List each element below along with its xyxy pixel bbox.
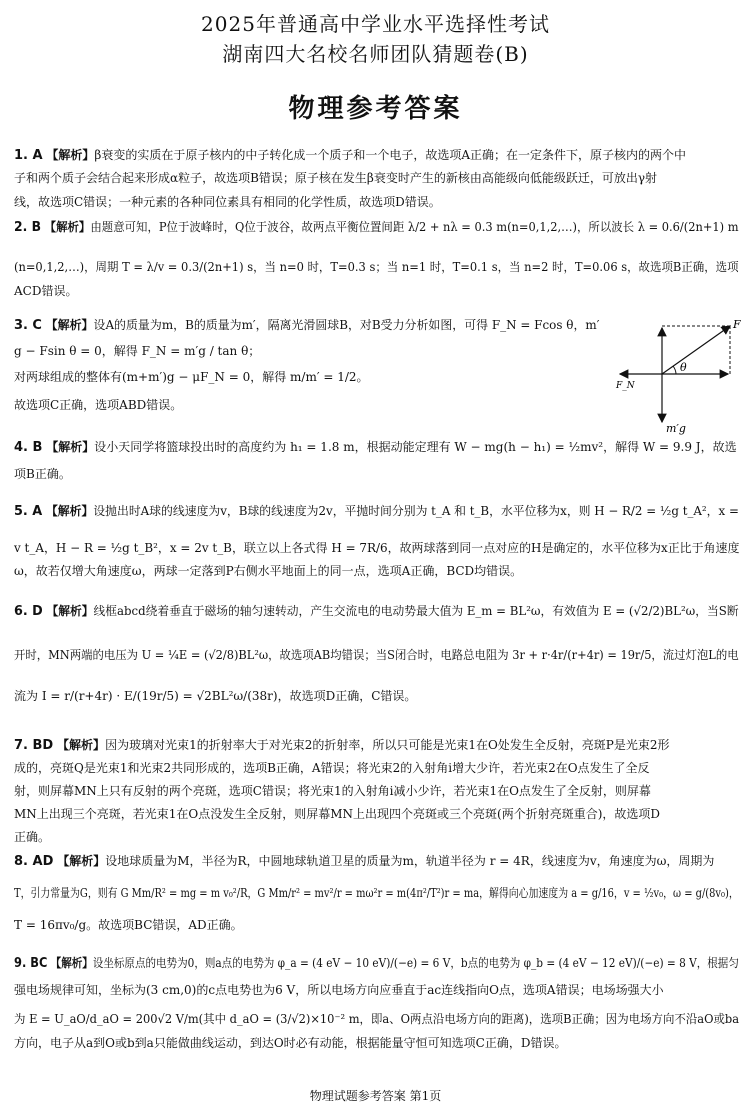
theta-arc [673,366,676,374]
answer-text: 设小天同学将篮球投出时的高度约为 h₁ = 1.8 m，根据动能定理有 W − mg(h − h₁) = ½mv²，解得 W = 9.9 J，故选 [94,440,737,454]
answer-line [14,956,739,971]
answer-line [14,1012,739,1026]
question-number: 8. AD [14,854,54,869]
answer-text: 故选项C正确，选项ABD错误。 [14,398,183,412]
answer-text: β衰变的实质在于原子核内的中子转化成一个质子和一个电子，故选项A正确；在一定条件下，原子核内的两个中 [94,148,687,162]
force-F-arrow [662,326,730,374]
label-theta: θ [680,361,687,374]
answer-line [14,344,260,358]
answer-text: 设抛出时A球的线速度为v，B球的线速度为2v，平抛时间分别为 t_A 和 t_B，水平位移为x，则 H − R/2 = ½g t_A²，x = [93,504,739,518]
answer-text: 强电场规律可知，坐标为(3 cm,0)的c点电势也为6 V，所以电场方向应垂直于ac连线指向O点，选项A错误；电场场强大小 [14,983,664,997]
analysis-tag: 【解析】 [46,440,95,454]
analysis-tag: 【解析】 [46,604,94,618]
answer-item [14,854,738,936]
answer-text: 正确。 [14,830,51,844]
answer-line [14,220,739,235]
answer-text: T = 16πv₀/g。故选项BC错误，AD正确。 [14,918,243,932]
exam-title: 2025年普通高中学业水平选择性考试 [201,12,550,36]
answer-line [14,854,714,869]
label-F: F [733,318,741,331]
label-FN: F_N [616,381,635,391]
answer-text: 线框abcd绕着垂直于磁场的轴匀速转动，产生交流电的电动势最大值为 E_m = BL²ω，有效值为 E = (√2/2)BL²ω，当S断 [93,604,739,618]
answer-line [14,195,441,209]
answer-item [14,738,738,848]
answer-line [14,260,739,274]
analysis-tag: 【解析】 [44,220,91,234]
answer-text: 由题意可知，P位于波峰时，Q位于波谷，故两点平衡位置间距 λ/2 + nλ = 0.3 m(n=0,1,2,…)，所以波长 λ = 0.6/(2n+1) m [90,220,739,234]
question-number: 3. C [14,318,42,333]
answer-item [14,220,738,302]
answer-line [14,689,416,703]
question-number: 9. BC [14,956,48,971]
answer-text: ω，故若仅增大角速度ω，两球一定落到P右侧水平地面上的同一点，选项A正确，BCD均错误。 [14,564,523,578]
answer-line [14,564,522,578]
answer-text: 为 E = U_aO/d_aO = 200√2 V/m(其中 d_aO = (3/√2)×10⁻² m，即a、O两点沿电场方向的距离)，选项B正确；因为电场方向不沿aO或ba [14,1012,740,1026]
answer-item [14,604,738,707]
analysis-tag: 【解析】 [50,956,93,970]
answer-line [14,784,651,798]
answer-text: 流为 I = r/(r+4r) · E/(19r/5) = √2BL²ω/(38r)，故选项D正确，C错误。 [14,689,417,703]
answer-line [14,830,50,844]
question-number: 7. BD [14,738,54,753]
answer-text: 成的，亮斑Q是光束1和光束2共同形成的，选项B正确，A错误；将光束2的入射角i增大少许，若光束2在O点发生了全反 [14,761,650,775]
answer-line [14,148,686,163]
analysis-tag: 【解析】 [46,148,95,162]
analysis-tag: 【解析】 [57,738,106,752]
question-number: 5. A [14,504,43,519]
answer-line [14,807,660,821]
answer-line [14,918,243,932]
answer-line [14,440,737,455]
answer-item [14,504,738,582]
answer-text: 设坐标原点的电势为0，则a点的电势为 φ_a = (4 eV − 10 eV)/(−e) = 6 V，b点的电势为 φ_b = (4 eV − 12 eV)/(−e) = 8 V，根据匀 [92,956,739,970]
question-number: 2. B [14,220,42,235]
page-footer: 物理试题参考答案 第1页 [309,1089,442,1103]
answer-text: MN上出现三个亮斑，若光束1在O点没发生全反射，则屏幕MN上出现四个亮斑或三个亮斑(两个折射亮斑重合)，故选项D [14,807,661,821]
answer-text: 射，则屏幕MN上只有反射的两个亮斑，选项C错误；将光束1的入射角i减小少许，若光束1在O点发生了全反射，则屏幕 [14,784,651,798]
analysis-tag: 【解析】 [45,318,94,332]
answer-line [14,604,739,619]
answer-line [14,398,182,412]
question-number: 1. A [14,148,43,163]
answer-text: 对两球组成的整体有(m+m′)g − μF_N = 0，解得 m/m′ = 1/2。 [14,370,369,384]
answer-item [14,440,738,485]
answer-line [14,370,369,384]
force-diagram [612,318,742,436]
answer-line [14,738,670,753]
answer-text: 设地球质量为M，半径为R，中圆地球轨道卫星的质量为m，轨道半径为 r = 4R，线速度为v，角速度为ω，周期为 [105,854,715,868]
answer-line [14,171,657,185]
question-number: 6. D [14,604,43,619]
answer-text: ACD错误。 [14,284,78,298]
answer-text: 线，故选项C错误；一种元素的各种同位素具有相同的化学性质，故选项D错误。 [14,195,441,209]
answer-text: 设A的质量为m，B的质量为m′，隔离光滑圆球B，对B受力分析如图，可得 F_N = Fcos θ，m′ [93,318,600,332]
answer-text: 方向，电子从a到O或b到a只能做曲线运动，到达O时必有动能，根据能量守恒可知选项C正确，D错误。 [14,1036,567,1050]
answer-line [14,541,739,555]
answer-text: 开时，MN两端的电压为 U = ¼E = (√2/8)BL²ω，故选项AB均错误；当S闭合时，电路总电阻为 3r + r·4r/(r+4r) = 19r/5，流过灯泡L的电 [14,648,739,662]
page-title: 物理参考答案 [288,94,463,124]
answer-text: g − Fsin θ = 0，解得 F_N = m′g / tan θ； [14,344,261,358]
answer-line [14,1036,566,1050]
answer-line [14,886,739,900]
answer-text: 因为玻璃对光束1的折射率大于对光束2的折射率，所以只可能是光束1在O处发生全反射，亮斑P是光束2形 [105,738,670,752]
question-number: 4. B [14,440,43,455]
analysis-tag: 【解析】 [45,504,94,518]
answer-item [14,956,738,1054]
answer-line [14,648,739,662]
answer-line [14,318,599,333]
answer-line [14,761,650,775]
answer-line [14,504,739,519]
answer-line [14,284,77,298]
answer-text: 子和两个质子会结合起来形成α粒子，故选项B错误；原子核在发生β衰变时产生的新核由高能级向低能级跃迁，可放出γ射 [14,171,658,185]
answer-line [14,983,664,997]
answer-text: 项B正确。 [14,467,71,481]
answer-text: v t_A，H − R = ½g t_B²，x = 2v t_B，联立以上各式得 H = 7R/6，故两球落到同一点对应的H是确定的，水平位移为x正比于角速度 [14,541,740,555]
answer-text: T，引力常量为G，则有 G Mm/R² = mg = m v₀²/R，G Mm/r² = mv²/r = mω²r = m(4π²/T²)r = ma，解得向心加速度为 a = g/16，v = ½v₀，ω = g/(8v₀)， [14,886,739,900]
answer-line [14,467,71,481]
label-mg: m′g [666,422,686,435]
exam-subtitle: 湖南四大名校名师团队猜题卷(B) [222,42,529,66]
analysis-tag: 【解析】 [57,854,106,868]
answer-text: (n=0,1,2,…)，周期 T = λ/v = 0.3/(2n+1) s，当 n=0 时，T=0.3 s；当 n=1 时，T=0.1 s，当 n=2 时，T=0.06 s，故选项B正确，选项 [14,260,739,274]
answer-item [14,148,738,213]
